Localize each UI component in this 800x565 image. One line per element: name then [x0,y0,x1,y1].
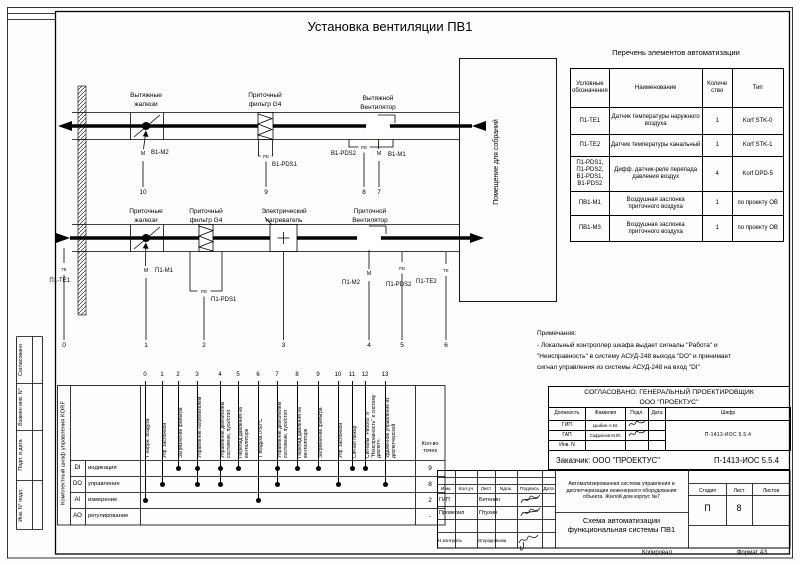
signal-column-label: Сигнал пожар [352,425,358,458]
elements-cell: ПВ1-М1 [571,192,610,216]
motor-icon: М [140,151,146,157]
approve-col-header: Шифр [666,408,791,421]
signal-column-number: 9 [316,371,320,378]
signal-column-label: Перепад давления на вентиляторе [238,407,250,458]
signal-column-number: 1 [160,371,164,378]
wall-hatch [78,86,86,315]
notes-line: сигнал управления из системы АСУД-248 на вход "DI" [537,364,700,371]
elements-table [570,68,784,242]
signal-column-number: 12 [361,371,369,378]
stamp-col-header: Лист [480,487,492,492]
margin-label: Инв. N° подл. [18,488,24,522]
elements-cell: Воздушная заслонка приточного воздуха [609,216,702,242]
tag-v1-m2: В1-М2 [151,150,169,156]
notes-line: - Локальный контроллер шкафа выдает сигналы "Работа" и [537,342,718,349]
stamp-scheme-title: Схема автоматизации функциональная системы ПВ1 [567,516,676,534]
elements-cell: 1 [702,135,732,157]
signal-column-label: Т воздуха 0-50°С [258,418,264,458]
pressure-sensor-icon: PD [263,153,269,159]
signal-column-label: Загрязнение фильтра [178,407,184,458]
tag-p1-te2: П1-ТЕ2 [416,279,437,285]
customer-box [548,450,790,470]
margin-label: Согласовано [18,344,24,376]
signal-row-name: управление [88,481,120,487]
wire-number: 9 [264,189,268,196]
signal-row-count: 8 [428,480,432,488]
stamp-col-header: Дата [543,487,554,492]
signature-cell [626,421,649,431]
supply-heater-label-2: нагреватель [265,217,303,224]
project-code: П-1413-ИОС 5.5.4 [666,421,791,451]
stamp-role: Проверил [439,510,465,516]
signature-cell [626,431,649,441]
tag-p1-pds1: П1-PDS1 [211,297,237,303]
signature-cell [626,441,649,451]
room-outline [460,59,557,302]
supply-louver-label-2: жалюзи [134,217,158,224]
tag-p1-m2: П1-М2 [342,280,360,286]
signal-dot [295,466,300,471]
elements-cell: П1-ТЕ2 [571,135,610,157]
signal-dot [195,466,200,471]
supply-filter-label-2: фильтр G4 [189,217,223,224]
signal-column-label: Перепад давления на вентиляторе [297,407,309,458]
room-label: Помещение для собраний [493,119,500,205]
approve-col-header: Должность [549,408,586,421]
tag-p1-pds2: П1-PDS2 [386,282,412,288]
wire-number: 10 [139,189,147,196]
signal-column-label: Т наруж. воздуха [145,418,151,458]
stage-value: П [704,503,711,513]
elements-cell: Korf STK-0 [732,108,783,135]
elements-cell: 1 [702,192,732,216]
margin-label: Взамен инв. N° [18,387,24,426]
wire-number: 8 [362,189,366,196]
wire-number: 1 [144,342,148,349]
approve-line1: СОГЛАСОВАНО: ГЕНЕРАЛЬНЫЙ ПРОЕКТИРОВЩИК [584,389,754,396]
signal-row-name: регулирование [88,513,129,519]
stamp-name: Огородникова [478,538,507,543]
elements-header-cell: Условные обозначения [571,69,610,108]
signal-row-type: DO [73,480,82,487]
elements-cell: Воздушная заслонка приточного воздуха [609,192,702,216]
supply-louver-label-1: Приточные [129,208,163,215]
signal-row-name: измерение [88,497,118,503]
signal-column-label: Сигналы "Работа" и "Неисправность" в систему диспетч. [365,394,383,458]
exhaust-filter-label-1: Приточный [248,92,282,99]
signal-dot [383,482,388,487]
signal-dot [350,466,355,471]
signal-dot [160,482,165,487]
stamp-role: ГИП [439,497,450,503]
approve-cell: Цыбин А.М. [586,421,626,431]
signal-dot [218,466,223,471]
signal-column-number: 10 [334,371,342,378]
stamp-col-header: Изм. [440,487,452,492]
signal-dot [316,466,321,471]
signal-column-label: Упр. заслонкой [162,422,168,458]
elements-cell: 1 [702,108,732,135]
page-title: Установка вентиляции ПВ1 [307,19,473,34]
signal-column-label: Управление двигателем состояние, пуск/стоп [277,402,289,458]
tag-p1-m1: П1-М1 [155,268,173,274]
elements-cell: Дифф. датчик-реле перепада давления воздух [609,157,702,192]
signature-icon [521,495,540,503]
signal-column-label: Удаленное управление из диспетчерской [385,397,397,458]
elements-table-title: Перечень элементов автоматизации [612,48,740,57]
exhaust-duct [58,112,486,187]
approve-cell [649,441,666,451]
elements-cell: ПВ1-М3 [571,216,610,242]
motor-icon: М [366,271,372,277]
format-label: Формат А3 [736,549,768,556]
signal-row-type: DI [74,464,81,471]
elements-cell: П1-PDS1, П1-PDS2, В1-PDS1, В1-PDS2 [571,157,610,192]
signal-column-number: 0 [143,371,147,378]
approve-table [548,407,791,451]
approve-cell: Сафронов М.Ю. [586,431,626,441]
elements-header-cell: Количе ство [702,69,732,108]
signal-row-count: 9 [428,464,432,472]
signal-dot [236,466,241,471]
signal-column-number: 11 [348,371,356,378]
temp-sensor-icon: ТЕ [61,266,67,272]
signal-column-label: Загрязнение фильтра [318,407,324,458]
exhaust-louver-label-1: Вытяжные [130,92,162,99]
elements-cell: Датчик температуры наружного воздуха [609,108,702,135]
elements-cell: П1-ТЕ1 [571,108,610,135]
pressure-sensor-icon: PD [361,144,367,150]
exhaust-fan-label-1: Вытяжной [362,95,394,102]
tag-v1-pds1: В1-PDS1 [272,162,298,168]
approve-cell: ГАП [549,431,586,441]
exhaust-fan-label-2: Вентилятор [360,104,396,111]
sheet-number: 8 [736,503,742,513]
elements-cell: Датчик температуры канальный [609,135,702,157]
margin-label: Подп. и дата [18,439,24,471]
signal-row-count: - [428,512,432,520]
signal-row-type: AO [73,512,82,519]
wire-number: 0 [62,342,66,349]
temp-sensor-icon: ТЕ [443,267,449,273]
approve-cell [586,441,626,451]
elements-cell: по проекту ОВ [732,216,783,242]
approve-cell: Инв. N [549,441,586,451]
approve-cell: ГИП [549,421,586,431]
exhaust-filter-label-2: фильтр G4 [248,101,282,108]
supply-heater-label-1: Электрический [261,208,307,215]
signal-row-name: индикация [88,465,117,471]
customer-label: Заказчик: ООО "ПРОЕКТУС" [556,455,661,465]
notes-line: "Неисправность" в систему АСУД-248 выхода "DO" и принимает [537,353,731,360]
signal-column-number: 4 [218,371,222,378]
approve-cell [649,431,666,441]
signal-dot [143,498,148,503]
supply-fan-label-1: Приточной [353,208,387,215]
approve-cell [649,421,666,431]
motor-icon: М [143,268,149,274]
signal-dot [176,466,181,471]
signal-column-label: Управление нагревателем [197,396,203,458]
approve-col-header: Фамилия [586,408,626,421]
signal-column-number: 7 [275,371,279,378]
signal-column-number: 13 [381,371,389,378]
signal-column-label: Упр. заслонкой [338,422,344,458]
signal-column-number: 3 [195,371,199,378]
wire-number: 5 [400,342,404,349]
approve-line2: ООО "ПРОЕКТУС" [639,398,699,406]
signal-column-number: 2 [176,371,180,378]
signal-row-count: 2 [428,496,432,504]
supply-fan-label-2: Вентилятор [352,217,388,224]
wire-number: 4 [367,342,371,349]
elements-cell: по проекту ОВ [732,192,783,216]
approve-col-header: Дата [649,408,666,421]
signal-column-number: 5 [236,371,240,378]
signal-column-number: 6 [256,371,260,378]
tag-v1-m1: В1-М1 [388,152,406,158]
signal-dot [256,498,261,503]
notes-title: Примечания: [537,330,577,337]
wire-number: 7 [377,189,381,196]
cabinet-label: Комплектный шкаф управления KORF [60,400,67,506]
exhaust-louver-label-2: жалюзи [134,101,158,108]
signal-dot [363,466,368,471]
pressure-sensor-icon: PD [201,288,207,294]
stage-col-header: Листов [762,488,780,494]
elements-header-cell: Наименование [609,69,702,108]
signature-icon [521,508,540,516]
tag-v1-pds2: В1-PDS2 [330,151,356,157]
elements-cell: Korf STK-1 [732,135,783,157]
stamp-col-header: Подпись [520,487,539,492]
elements-cell: 4 [702,157,732,192]
elements-cell: 1 [702,216,732,242]
signal-dot [195,482,200,487]
stamp-name: Бетенин [479,497,501,503]
motor-icon: М [376,151,382,157]
tag-p1-te1: П1-ТЕ1 [49,278,70,284]
stamp-col-header: Nдок. [499,487,513,492]
stamp-col-header: Кол.уч [458,487,474,492]
elements-header-cell: Тип [732,69,783,108]
stamp-name: Птухин [479,510,498,516]
kopiroval-label: Копировал [641,549,673,556]
stage-col-header: Стадия [698,488,717,494]
stamp-role: Н.контроль [438,538,462,543]
wire-number: 6 [444,342,448,349]
wire-number: 2 [202,342,206,349]
approve-box [548,386,790,408]
signal-dot [275,482,280,487]
signal-dot [336,482,341,487]
wire-number: 3 [281,342,286,349]
stamp-project-text: Автоматизированная система управления и диспетчеризации инженерного оборудования объекта. Жилой дом корпус №7 [566,481,677,501]
signal-dot [218,482,223,487]
signal-column-label: Управление двигателем состояние, пуск/стоп [220,402,232,458]
stage-col-header: Лист [733,488,745,494]
elements-cell: Korf DPD-5 [732,157,783,192]
supply-filter-label-1: Приточный [189,208,223,215]
pressure-sensor-icon: PD [399,265,405,271]
customer-code: П-1413-ИОС 5.5.4 [714,455,779,465]
signal-dot [275,466,280,471]
signal-row-type: AI [74,496,81,503]
signal-column-number: 8 [295,371,299,378]
points-header: Кол-во точек [421,441,439,454]
approve-col-header: Подл. [626,408,649,421]
